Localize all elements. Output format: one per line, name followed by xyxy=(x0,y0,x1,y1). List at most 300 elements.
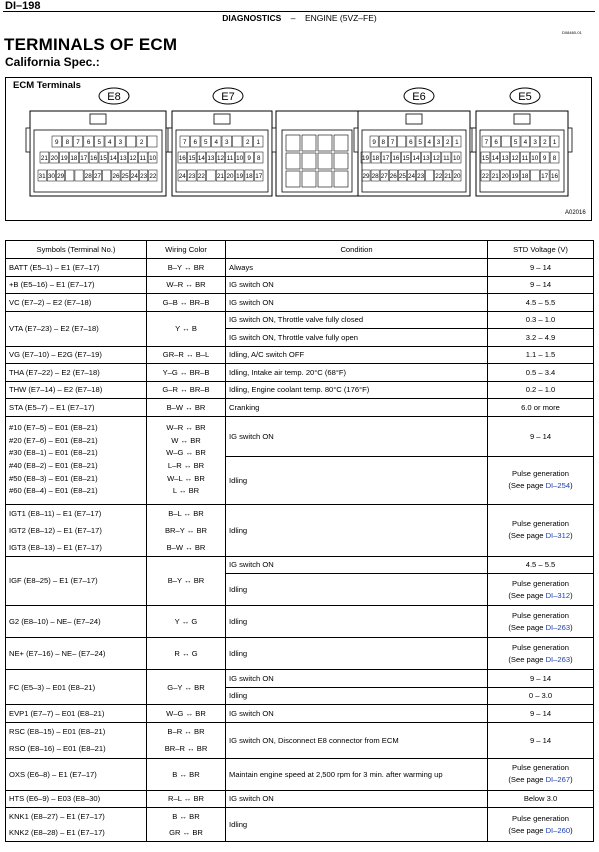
connector-e5-label: E5 xyxy=(518,91,532,103)
table-row xyxy=(6,364,594,382)
pin-number: 18 xyxy=(372,155,380,162)
pin-number: 7 xyxy=(484,139,489,146)
condition-cell: Idling, Intake air temp. 20°C (68°F) xyxy=(226,364,488,382)
voltage-cell: 0 – 3.0 xyxy=(488,687,594,705)
see-page-prefix: (See page xyxy=(508,531,546,540)
symbol-cell xyxy=(6,416,147,504)
running-head-section: DIAGNOSTICS xyxy=(222,13,282,23)
wiring-cell xyxy=(147,416,226,504)
table-row xyxy=(6,259,594,277)
condition-cell: IG switch ON xyxy=(226,276,488,294)
blank-pin-cell xyxy=(302,135,316,151)
pin-number: 22 xyxy=(435,173,443,180)
connector-e8-label: E8 xyxy=(107,91,121,103)
pin-number: 14 xyxy=(197,155,205,162)
page-link-di-260[interactable]: DI–260 xyxy=(545,825,571,835)
see-page-prefix: (See page xyxy=(508,481,546,490)
see-page-reference xyxy=(491,825,590,837)
wiring-cell xyxy=(147,808,226,842)
injector-symbol: #30 (E8–1) – E01 (E8–21) xyxy=(9,448,98,458)
rso-symbol: RSO (E8–16) – E01 (E8–21) xyxy=(9,744,106,753)
table-row xyxy=(6,346,594,364)
condition-cell: Cranking xyxy=(226,399,488,417)
blank-pin-cell xyxy=(318,171,332,187)
pin-number: 11 xyxy=(139,155,147,162)
pin-number: 20 xyxy=(50,155,58,162)
pin-number: 21 xyxy=(216,173,225,180)
ecm-connector-drawing xyxy=(0,0,599,230)
condition-cell: Idling xyxy=(226,808,488,842)
symbol-cell xyxy=(6,722,147,758)
injector-symbol: #10 (E7–5) – E01 (E8–21) xyxy=(9,423,98,433)
pin-number: 3 xyxy=(118,139,123,146)
pin-number: 16 xyxy=(90,155,98,162)
connector-e5-latch-right xyxy=(568,128,572,152)
table-row xyxy=(6,504,594,556)
voltage-cell: 9 – 14 xyxy=(488,722,594,758)
pin-number: 22 xyxy=(149,173,157,180)
table-row xyxy=(6,416,594,456)
pin-number: 18 xyxy=(521,173,529,180)
pin-number: 3 xyxy=(533,139,537,146)
knk2-wiring: GR ↔ BR xyxy=(169,827,203,837)
table-row xyxy=(6,670,594,688)
pin-number: 2 xyxy=(139,139,144,146)
symbol-cell: OXS (E6–8) – E1 (E7–17) xyxy=(6,758,147,790)
pulse-generation-text: Pulse generation xyxy=(512,469,569,478)
pin-number: 24 xyxy=(407,173,416,180)
pin-number: 17 xyxy=(382,155,390,162)
wiring-cell: W–G ↔ BR xyxy=(147,705,226,723)
see-page-suffix: ) xyxy=(570,775,573,784)
injector-wiring: W–R ↔ BR xyxy=(166,423,206,433)
page-link-di-263[interactable]: DI–263 xyxy=(545,622,571,632)
pin-number: 3 xyxy=(436,139,441,146)
see-page-prefix: (See page xyxy=(508,590,546,600)
pin-number: 23 xyxy=(140,173,148,180)
pin-number: 7 xyxy=(390,139,395,146)
igt-wiring: B–L ↔ BR xyxy=(168,508,204,518)
wiring-cell: R–L ↔ BR xyxy=(147,790,226,808)
pin-number: 27 xyxy=(93,173,102,180)
pin-number: 25 xyxy=(398,173,406,180)
voltage-cell: 9 – 14 xyxy=(488,416,594,456)
see-page-suffix: ) xyxy=(570,481,573,490)
voltage-cell: 9 – 14 xyxy=(488,670,594,688)
voltage-cell: 6.0 or more xyxy=(488,399,594,417)
condition-cell: Always xyxy=(226,259,488,277)
connector-e8-latch-left xyxy=(26,128,30,152)
wiring-cell: Y ↔ G xyxy=(147,606,226,638)
pin-number: 9 xyxy=(247,155,251,162)
pin-number: 7 xyxy=(182,139,187,146)
pulse-generation-text: Pulse generation xyxy=(512,519,569,528)
pin-number: 15 xyxy=(99,155,107,162)
pin-number: 11 xyxy=(521,155,529,162)
pin-number: 3 xyxy=(224,139,229,146)
condition-cell: Idling xyxy=(226,456,488,504)
wiring-cell xyxy=(147,722,226,758)
condition-cell: IG switch ON xyxy=(226,790,488,808)
page-link-di-254[interactable]: DI–254 xyxy=(545,481,571,490)
pin-number: 10 xyxy=(531,155,539,162)
igt-symbol: IGT2 (E8–12) – E1 (E7–17) xyxy=(9,525,102,535)
injector-wiring: W ↔ BR xyxy=(171,435,201,445)
symbol-cell: NE+ (E7–16) – NE– (E7–24) xyxy=(6,638,147,670)
page-title: TERMINALS OF ECM xyxy=(4,35,178,54)
symbol-cell: VC (E7–2) – E2 (E7–18) xyxy=(6,294,147,312)
condition-cell: IG switch ON xyxy=(226,416,488,456)
wiring-cell: GR–R ↔ B–L xyxy=(147,346,226,364)
pin-number: 11 xyxy=(443,155,450,162)
pin-cell xyxy=(75,170,83,181)
pin-cell xyxy=(126,136,136,147)
pin-number: 9 xyxy=(55,139,59,146)
page-subtitle: California Spec.: xyxy=(5,55,100,69)
pin-number: 5 xyxy=(97,139,101,146)
blank-pin-cell xyxy=(302,153,316,169)
injector-wiring: W–G ↔ BR xyxy=(166,448,206,458)
pin-number: 24 xyxy=(178,173,186,180)
symbol-cell: STA (E5–7) – E1 (E7–17) xyxy=(6,399,147,417)
rsc-symbol: RSC (E8–15) – E01 (E8–21) xyxy=(9,727,106,736)
pin-number: 15 xyxy=(188,155,196,162)
wiring-cell: B–Y ↔ BR xyxy=(147,259,226,277)
pulse-generation-text: Pulse generation xyxy=(512,642,569,652)
table-row xyxy=(6,638,594,670)
see-page-reference xyxy=(491,590,590,602)
voltage-cell xyxy=(488,456,594,504)
pin-number: 26 xyxy=(389,173,397,180)
condition-cell: Idling xyxy=(226,504,488,556)
pin-number: 19 xyxy=(236,173,244,180)
see-page-suffix: ) xyxy=(570,590,573,600)
pin-number: 12 xyxy=(511,155,519,162)
page-link-di-263[interactable]: DI–263 xyxy=(545,654,571,664)
wiring-cell: W–R ↔ BR xyxy=(147,276,226,294)
pin-number: 4 xyxy=(523,139,528,146)
pin-number: 30 xyxy=(47,173,55,180)
symbol-cell xyxy=(6,808,147,842)
see-page-reference xyxy=(491,622,590,634)
page-link-di-267[interactable]: DI–267 xyxy=(545,775,571,784)
connector-e5-key xyxy=(514,114,530,124)
symbol-cell: THW (E7–14) – E2 (E7–18) xyxy=(6,381,147,399)
table-row xyxy=(6,556,594,574)
symbol-cell: VG (E7–10) – E2G (E7–19) xyxy=(6,346,147,364)
pin-number: 20 xyxy=(501,173,509,180)
header-std-voltage: STD Voltage (V) xyxy=(488,241,594,259)
table-row xyxy=(6,276,594,294)
blank-pin-cell xyxy=(334,171,348,187)
table-row xyxy=(6,808,594,842)
pin-number: 22 xyxy=(481,173,489,180)
pin-number: 31 xyxy=(38,173,46,180)
pin-number: 29 xyxy=(362,173,370,180)
injector-symbol: #20 (E7–6) – E01 (E8–21) xyxy=(9,435,98,445)
wiring-cell: B–W ↔ BR xyxy=(147,399,226,417)
wiring-cell: R ↔ G xyxy=(147,638,226,670)
pin-number: 12 xyxy=(432,155,440,162)
pin-number: 1 xyxy=(256,139,261,146)
table-row xyxy=(6,381,594,399)
voltage-cell xyxy=(488,574,594,606)
pin-number: 11 xyxy=(226,155,234,162)
voltage-cell: 4.5 – 5.5 xyxy=(488,556,594,574)
condition-cell: Idling xyxy=(226,638,488,670)
see-page-prefix: (See page xyxy=(508,775,546,784)
pin-number: 23 xyxy=(188,173,196,180)
pin-number: 20 xyxy=(453,173,461,180)
pin-number: 21 xyxy=(40,155,48,162)
see-page-reference xyxy=(491,774,590,786)
pin-cell xyxy=(398,136,406,147)
page-number: DI–198 xyxy=(5,0,41,12)
table-row xyxy=(6,705,594,723)
condition-cell: IG switch ON, Throttle valve fully open xyxy=(226,329,488,347)
pin-number: 29 xyxy=(57,173,65,180)
symbol-cell: +B (E5–16) – E1 (E7–17) xyxy=(6,276,147,294)
pin-number: 8 xyxy=(256,155,261,162)
pin-number: 8 xyxy=(381,139,386,146)
pin-number: 7 xyxy=(76,139,80,146)
voltage-cell xyxy=(488,808,594,842)
pin-cell xyxy=(502,136,511,147)
injector-wiring: L–R ↔ BR xyxy=(167,461,205,470)
connector-e6-latch-left xyxy=(354,128,358,152)
symbol-cell xyxy=(6,504,147,556)
wiring-cell: G–B ↔ BR–B xyxy=(147,294,226,312)
pin-number: 27 xyxy=(380,173,388,180)
see-page-reference xyxy=(491,530,590,542)
pin-number: 28 xyxy=(84,173,92,180)
pin-number: 2 xyxy=(245,139,250,146)
pin-number: 19 xyxy=(60,155,68,162)
symbol-cell: IGF (E8–25) – E1 (E7–17) xyxy=(6,556,147,606)
voltage-cell: 3.2 – 4.9 xyxy=(488,329,594,347)
pin-number: 28 xyxy=(371,173,379,180)
pin-number: 16 xyxy=(178,155,186,162)
symbol-cell: HTS (E6–9) – E03 (E8–30) xyxy=(6,790,147,808)
injector-symbol: #60 (E8–4) – E01 (E8–21) xyxy=(9,486,98,496)
igt-symbol: IGT3 (E8–13) – E1 (E7–17) xyxy=(9,542,102,552)
pin-number: 10 xyxy=(452,155,460,162)
pin-number: 13 xyxy=(501,155,509,162)
header-wiring-color: Wiring Color xyxy=(147,241,226,259)
see-page-prefix: (See page xyxy=(508,825,546,835)
connector-e6-label: E6 xyxy=(412,91,426,103)
blank-pin-cell xyxy=(334,153,348,169)
condition-cell: IG switch ON xyxy=(226,705,488,723)
connector-e7-label: E7 xyxy=(221,91,235,103)
rso-wiring: BR–R ↔ BR xyxy=(164,744,208,753)
wiring-cell: Y ↔ B xyxy=(147,311,226,346)
pin-cell xyxy=(426,170,434,181)
pin-number: 17 xyxy=(80,155,88,162)
table-row xyxy=(6,399,594,417)
pulse-generation-text: Pulse generation xyxy=(512,578,569,588)
voltage-cell: 0.2 – 1.0 xyxy=(488,381,594,399)
see-page-suffix: ) xyxy=(570,531,573,540)
ecm-figure-code: A02016 xyxy=(565,210,586,216)
wiring-cell: G–Y ↔ BR xyxy=(147,670,226,705)
blank-connector-outline xyxy=(276,111,358,196)
pin-number: 19 xyxy=(362,155,370,162)
blank-pin-cell xyxy=(286,171,300,187)
pin-number: 8 xyxy=(65,139,70,146)
voltage-cell xyxy=(488,504,594,556)
knk1-wiring: B ↔ BR xyxy=(172,811,200,821)
voltage-cell: 0.3 – 1.0 xyxy=(488,311,594,329)
pin-number: 4 xyxy=(108,139,112,146)
pin-number: 6 xyxy=(409,139,413,146)
pin-number: 23 xyxy=(417,173,425,180)
pin-number: 24 xyxy=(130,173,138,180)
pin-number: 1 xyxy=(455,139,459,146)
blank-pin-cell xyxy=(318,153,332,169)
symbol-cell: G2 (E8–10) – NE– (E7–24) xyxy=(6,606,147,638)
pin-number: 17 xyxy=(255,173,263,180)
connector-e6-key xyxy=(406,114,422,124)
header-symbols: Symbols (Terminal No.) xyxy=(6,241,147,259)
figure-code: D08460-01 xyxy=(562,30,582,35)
pin-number: 13 xyxy=(207,155,215,162)
table-row xyxy=(6,758,594,790)
pin-number: 4 xyxy=(427,139,432,146)
pulse-generation-text: Pulse generation xyxy=(512,763,569,772)
connector-e7-latch-right xyxy=(272,128,276,152)
pin-number: 9 xyxy=(542,155,547,162)
symbol-cell: THA (E7–22) – E2 (E7–18) xyxy=(6,364,147,382)
see-page-suffix: ) xyxy=(570,825,573,835)
see-page-reference xyxy=(491,654,590,666)
table-row xyxy=(6,606,594,638)
connector-e8-key xyxy=(90,114,106,124)
blank-pin-cell xyxy=(318,135,332,151)
pin-number: 20 xyxy=(226,173,234,180)
table-row xyxy=(6,311,594,329)
pin-number: 6 xyxy=(193,139,198,146)
see-page-suffix: ) xyxy=(570,622,573,632)
condition-cell: Idling xyxy=(226,574,488,606)
pin-number: 16 xyxy=(392,155,400,162)
voltage-cell: Below 3.0 xyxy=(488,790,594,808)
pin-number: 12 xyxy=(216,155,225,162)
pin-number: 14 xyxy=(412,155,420,162)
symbol-cell: EVP1 (E7–7) – E01 (E8–21) xyxy=(6,705,147,723)
injector-symbol: #50 (E8–3) – E01 (E8–21) xyxy=(9,473,98,483)
pin-number: 25 xyxy=(121,173,129,180)
knk2-symbol: KNK2 (E8–28) – E1 (E7–17) xyxy=(9,827,105,837)
pin-number: 17 xyxy=(541,173,549,180)
pin-number: 2 xyxy=(543,139,547,146)
blank-pin-cell xyxy=(286,135,300,151)
voltage-cell: 9 – 14 xyxy=(488,276,594,294)
voltage-cell: 9 – 14 xyxy=(488,705,594,723)
blank-pin-cell xyxy=(334,135,348,151)
symbol-cell: VTA (E7–23) – E2 (E7–18) xyxy=(6,311,147,346)
pin-cell xyxy=(103,170,111,181)
wiring-cell: B ↔ BR xyxy=(147,758,226,790)
condition-cell: Idling, Engine coolant temp. 80°C (176°F) xyxy=(226,381,488,399)
pin-number: 15 xyxy=(481,155,489,162)
blank-connector-face xyxy=(282,130,352,192)
header-condition: Condition xyxy=(226,241,488,259)
pin-number: 5 xyxy=(418,139,422,146)
voltage-cell: 9 – 14 xyxy=(488,259,594,277)
knk1-symbol: KNK1 (E8–27) – E1 (E7–17) xyxy=(9,811,105,821)
table-row xyxy=(6,790,594,808)
wiring-cell: Y–G ↔ BR–B xyxy=(147,364,226,382)
pin-number: 10 xyxy=(149,155,157,162)
voltage-cell: 1.1 – 1.5 xyxy=(488,346,594,364)
wiring-cell: G–R ↔ BR–B xyxy=(147,381,226,399)
pin-number: 4 xyxy=(214,139,219,146)
condition-cell: IG switch ON xyxy=(226,556,488,574)
pulse-generation-text: Pulse generation xyxy=(512,610,569,620)
pin-number: 9 xyxy=(372,139,376,146)
pin-number: 10 xyxy=(236,155,244,162)
condition-cell: Idling xyxy=(226,606,488,638)
condition-cell: Idling xyxy=(226,687,488,705)
condition-cell: IG switch ON, Disconnect E8 connector from ECM xyxy=(226,722,488,758)
pin-number: 8 xyxy=(552,155,557,162)
symbol-cell: FC (E5–3) – E01 (E8–21) xyxy=(6,670,147,705)
connector-e5-latch-left xyxy=(472,128,476,152)
table-header-row xyxy=(6,241,594,259)
pin-cell xyxy=(530,170,539,181)
pin-number: 15 xyxy=(402,155,410,162)
pulse-generation-text: Pulse generation xyxy=(512,813,569,823)
pin-number: 2 xyxy=(445,139,450,146)
pin-number: 14 xyxy=(109,155,117,162)
igt-wiring: BR–Y ↔ BR xyxy=(164,525,208,535)
table-row xyxy=(6,722,594,758)
see-page-reference xyxy=(491,480,590,492)
pin-number: 5 xyxy=(513,139,518,146)
connector-e7-key xyxy=(214,114,230,124)
igt-wiring: B–W ↔ BR xyxy=(166,542,206,552)
pin-number: 18 xyxy=(70,155,78,162)
condition-cell: IG switch ON xyxy=(226,294,488,312)
page-link-di-312[interactable]: DI–312 xyxy=(545,531,571,540)
igt-symbol: IGT1 (E8–11) – E1 (E7–17) xyxy=(9,508,102,518)
connector-e7-latch-left xyxy=(168,128,172,152)
wiring-cell xyxy=(147,504,226,556)
table-row xyxy=(6,294,594,312)
pin-cell xyxy=(147,136,157,147)
pin-cell xyxy=(233,136,243,147)
pin-number: 1 xyxy=(552,139,557,146)
see-page-prefix: (See page xyxy=(508,622,546,632)
see-page-suffix: ) xyxy=(570,654,573,664)
ecm-terminals-title: ECM Terminals xyxy=(13,80,81,91)
see-page-prefix: (See page xyxy=(508,654,546,664)
symbol-cell: BATT (E5–1) – E1 (E7–17) xyxy=(6,259,147,277)
condition-cell: Idling, A/C switch OFF xyxy=(226,346,488,364)
pin-number: 19 xyxy=(511,173,519,180)
voltage-cell xyxy=(488,758,594,790)
injector-symbol: #40 (E8–2) – E01 (E8–21) xyxy=(9,461,98,470)
wiring-cell: B–Y ↔ BR xyxy=(147,556,226,606)
voltage-cell xyxy=(488,638,594,670)
pin-number: 22 xyxy=(197,173,205,180)
pin-number: 12 xyxy=(129,155,137,162)
rsc-wiring: B–R ↔ BR xyxy=(167,727,205,736)
running-head-subject: ENGINE (5VZ–FE) xyxy=(304,13,377,23)
running-head-separator: – xyxy=(290,13,296,23)
page-link-di-312[interactable]: DI–312 xyxy=(545,590,571,600)
